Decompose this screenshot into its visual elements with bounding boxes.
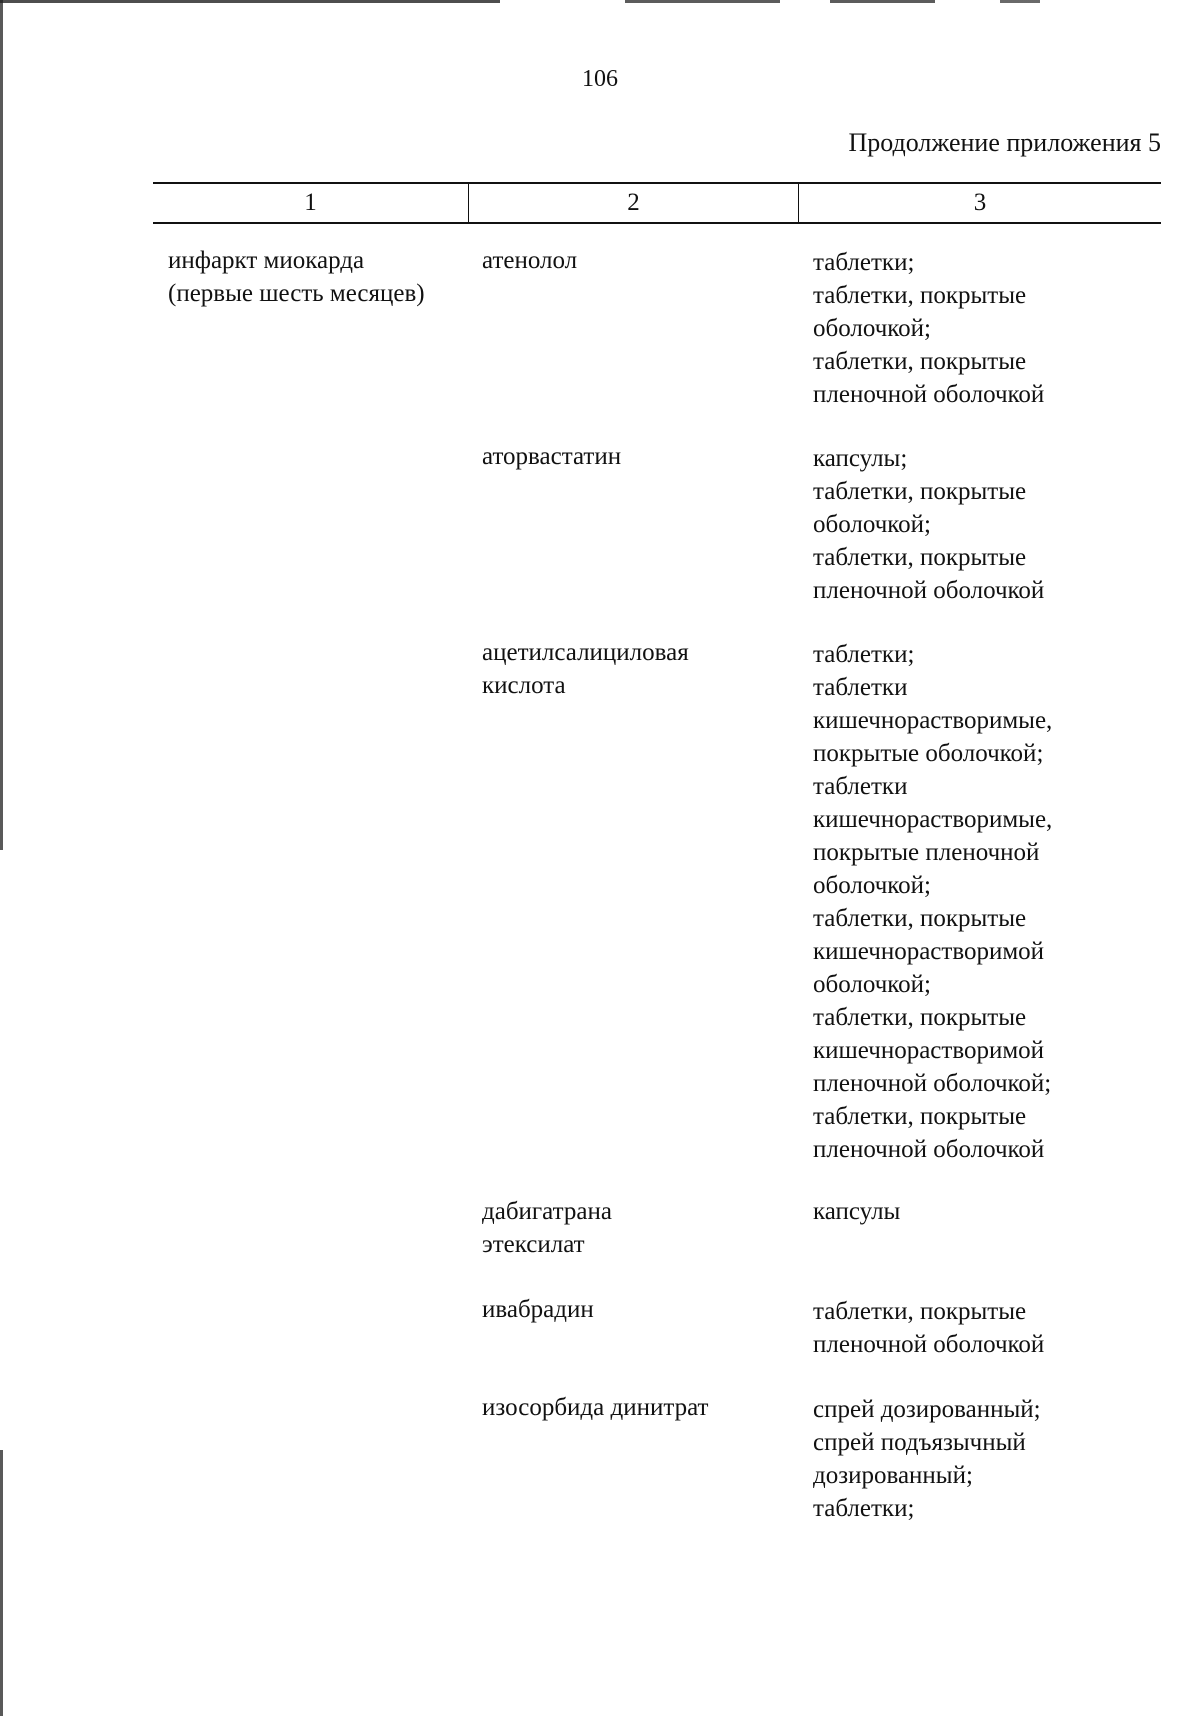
drug-name-cell: атенолол (482, 247, 578, 274)
page-number: 106 (582, 66, 618, 92)
drug-name-cell: изосорбида динитрат (482, 1394, 709, 1421)
table-header-row (153, 182, 1161, 224)
dosage-forms-cell: спрей дозированный; спрей подъязычный дозированный; таблетки; (813, 1396, 1041, 1522)
dosage-forms-cell: таблетки, покрытые пленочной оболочкой (813, 1298, 1045, 1358)
table-header-col-1: 1 (153, 184, 469, 222)
scan-edge-left (0, 0, 3, 850)
scan-edge-top (0, 0, 1200, 3)
condition-cell: инфаркт миокарда (первые шесть месяцев) (168, 247, 425, 307)
table-header-col-3: 3 (973, 189, 987, 216)
scan-edge-left-bottom (0, 1450, 3, 1716)
dosage-forms-cell: таблетки; таблетки, покрытые оболочкой; таблетки, покрытые пленочной оболочкой (813, 249, 1045, 408)
dosage-forms-cell: таблетки; таблетки кишечнорастворимые, покрытые оболочкой; таблетки кишечнорастворимые, покрытые пленочной оболочкой; таблетки, покрытые кишечнорастворимой оболочкой; таблетки, покрытые кишечнорастворимой пленочной оболочкой; таблетки, покрытые пленочной оболочкой (813, 641, 1053, 1163)
drug-name-cell: дабигатрана этексилат (482, 1198, 612, 1258)
dosage-forms-cell: капсулы; таблетки, покрытые оболочкой; таблетки, покрытые пленочной оболочкой (813, 445, 1045, 604)
continuation-title: Продолжение приложения 5 (848, 128, 1161, 157)
drug-name-cell: ивабрадин (482, 1296, 594, 1323)
dosage-forms-cell: капсулы (813, 1198, 901, 1225)
table-header-col-2: 2 (469, 184, 799, 222)
drug-name-cell: аторвастатин (482, 443, 622, 470)
drug-name-cell: ацетилсалициловая кислота (482, 639, 689, 699)
